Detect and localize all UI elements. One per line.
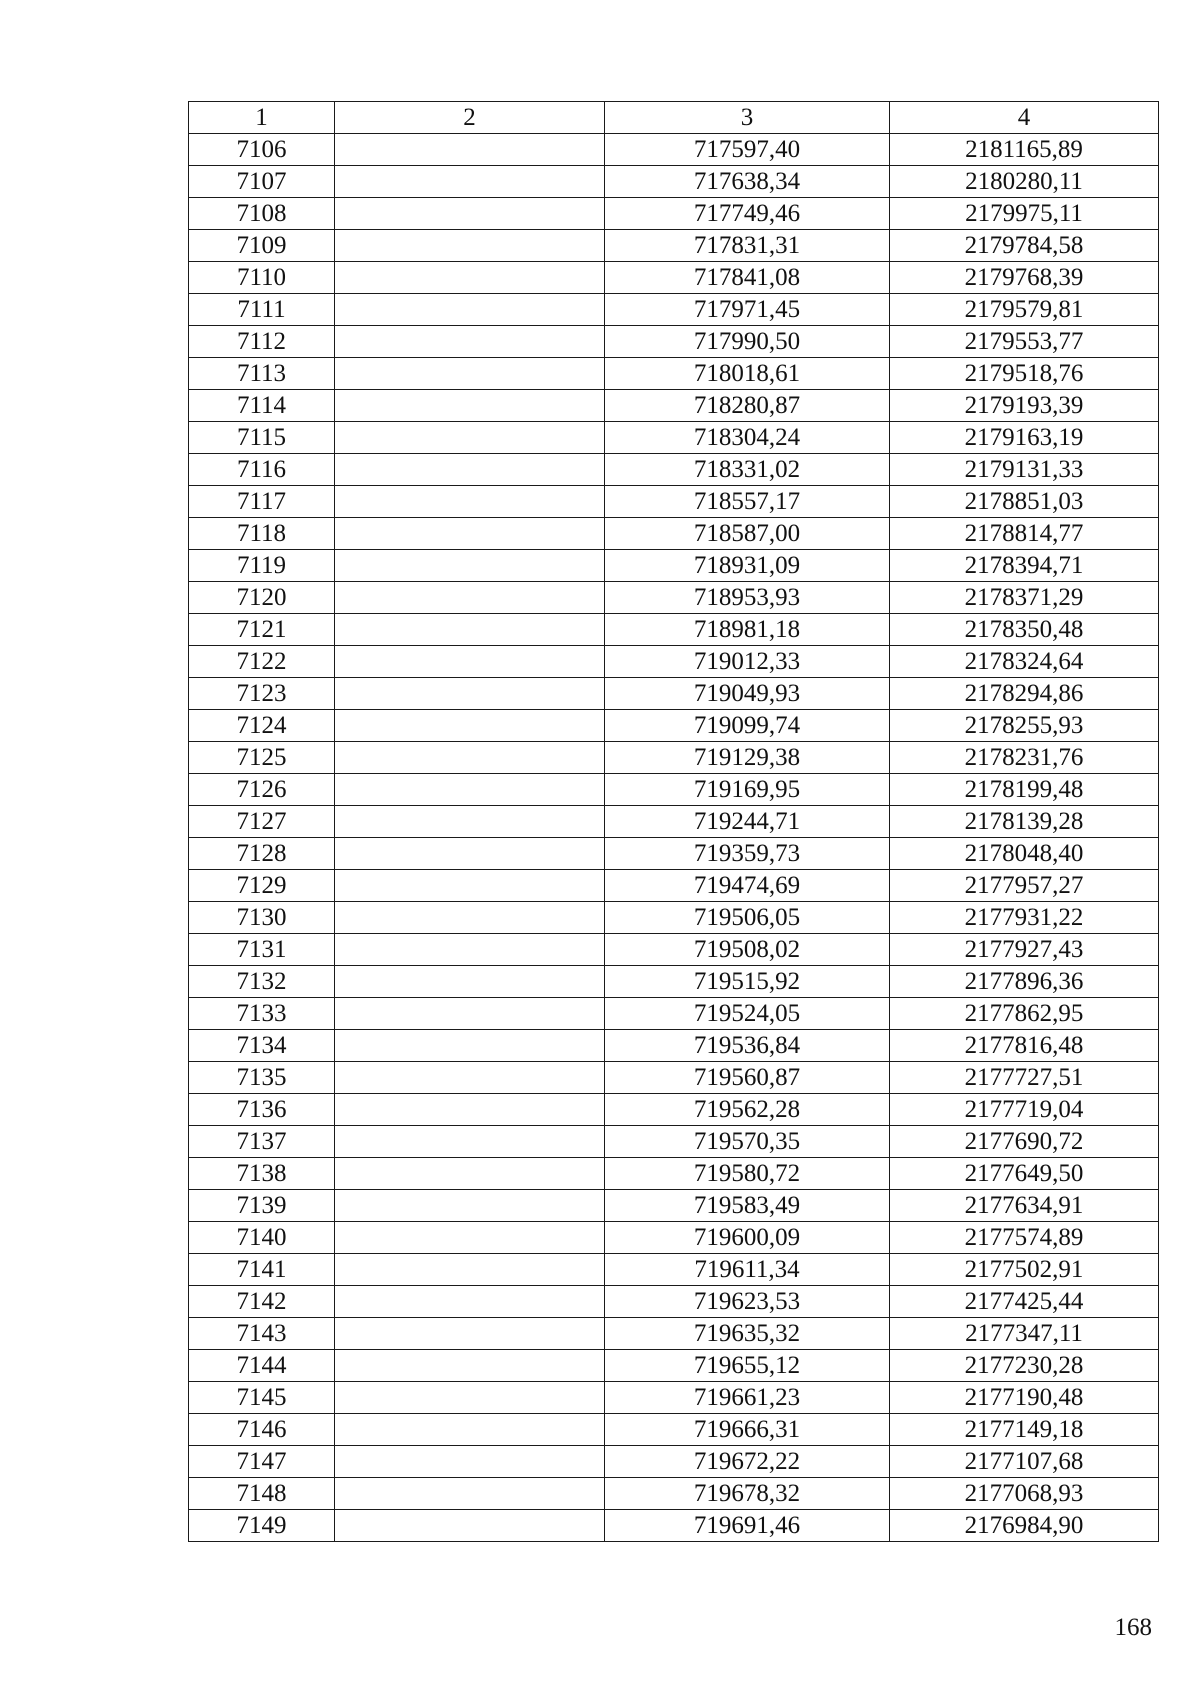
description-cell <box>335 550 605 582</box>
table-row <box>189 198 1159 230</box>
point-number-cell: 7114 <box>189 390 335 422</box>
description-cell <box>335 614 605 646</box>
x-coordinate-cell: 719655,12 <box>605 1350 890 1382</box>
table-row <box>189 1094 1159 1126</box>
x-coordinate-cell: 718557,17 <box>605 486 890 518</box>
x-coordinate-cell: 719678,32 <box>605 1478 890 1510</box>
x-coordinate-cell: 719515,92 <box>605 966 890 998</box>
point-number-cell: 7118 <box>189 518 335 550</box>
description-cell <box>335 902 605 934</box>
x-coordinate-cell: 719666,31 <box>605 1414 890 1446</box>
y-coordinate-cell: 2178350,48 <box>890 614 1159 646</box>
description-cell <box>335 582 605 614</box>
x-coordinate-cell: 719672,22 <box>605 1446 890 1478</box>
table-row <box>189 1414 1159 1446</box>
x-coordinate-cell: 719012,33 <box>605 646 890 678</box>
point-number-cell: 7140 <box>189 1222 335 1254</box>
column-header-2: 2 <box>335 102 605 134</box>
y-coordinate-cell: 2177574,89 <box>890 1222 1159 1254</box>
x-coordinate-cell: 719244,71 <box>605 806 890 838</box>
point-number-cell: 7143 <box>189 1318 335 1350</box>
y-coordinate-cell: 2177927,43 <box>890 934 1159 966</box>
table-row <box>189 1510 1159 1542</box>
y-coordinate-cell: 2177649,50 <box>890 1158 1159 1190</box>
point-number-cell: 7131 <box>189 934 335 966</box>
x-coordinate-cell: 719474,69 <box>605 870 890 902</box>
point-number-cell: 7135 <box>189 1062 335 1094</box>
point-number-cell: 7141 <box>189 1254 335 1286</box>
table-row <box>189 550 1159 582</box>
y-coordinate-cell: 2177347,11 <box>890 1318 1159 1350</box>
point-number-cell: 7116 <box>189 454 335 486</box>
x-coordinate-cell: 719600,09 <box>605 1222 890 1254</box>
description-cell <box>335 1222 605 1254</box>
x-coordinate-cell: 719623,53 <box>605 1286 890 1318</box>
y-coordinate-cell: 2179768,39 <box>890 262 1159 294</box>
description-cell <box>335 1126 605 1158</box>
point-number-cell: 7125 <box>189 742 335 774</box>
description-cell <box>335 1286 605 1318</box>
y-coordinate-cell: 2177068,93 <box>890 1478 1159 1510</box>
y-coordinate-cell: 2178255,93 <box>890 710 1159 742</box>
x-coordinate-cell: 718280,87 <box>605 390 890 422</box>
x-coordinate-cell: 719524,05 <box>605 998 890 1030</box>
table-row <box>189 1350 1159 1382</box>
point-number-cell: 7119 <box>189 550 335 582</box>
point-number-cell: 7111 <box>189 294 335 326</box>
y-coordinate-cell: 2179131,33 <box>890 454 1159 486</box>
point-number-cell: 7137 <box>189 1126 335 1158</box>
point-number-cell: 7127 <box>189 806 335 838</box>
point-number-cell: 7134 <box>189 1030 335 1062</box>
description-cell <box>335 1414 605 1446</box>
x-coordinate-cell: 717597,40 <box>605 134 890 166</box>
table-row <box>189 1062 1159 1094</box>
table-row <box>189 838 1159 870</box>
table-row <box>189 998 1159 1030</box>
x-coordinate-cell: 718981,18 <box>605 614 890 646</box>
table-row <box>189 806 1159 838</box>
y-coordinate-cell: 2181165,89 <box>890 134 1159 166</box>
description-cell <box>335 1446 605 1478</box>
description-cell <box>335 806 605 838</box>
x-coordinate-cell: 719359,73 <box>605 838 890 870</box>
x-coordinate-cell: 719049,93 <box>605 678 890 710</box>
description-cell <box>335 1382 605 1414</box>
point-number-cell: 7128 <box>189 838 335 870</box>
point-number-cell: 7113 <box>189 358 335 390</box>
point-number-cell: 7149 <box>189 1510 335 1542</box>
x-coordinate-cell: 717990,50 <box>605 326 890 358</box>
description-cell <box>335 998 605 1030</box>
y-coordinate-cell: 2177502,91 <box>890 1254 1159 1286</box>
point-number-cell: 7133 <box>189 998 335 1030</box>
x-coordinate-cell: 719129,38 <box>605 742 890 774</box>
point-number-cell: 7132 <box>189 966 335 998</box>
y-coordinate-cell: 2178199,48 <box>890 774 1159 806</box>
x-coordinate-cell: 717841,08 <box>605 262 890 294</box>
x-coordinate-cell: 718953,93 <box>605 582 890 614</box>
description-cell <box>335 1478 605 1510</box>
page-number: 168 <box>1114 1614 1152 1641</box>
table-row <box>189 326 1159 358</box>
y-coordinate-cell: 2176984,90 <box>890 1510 1159 1542</box>
table-row <box>189 678 1159 710</box>
table-row <box>189 1222 1159 1254</box>
table-row <box>189 870 1159 902</box>
table-row <box>189 422 1159 454</box>
x-coordinate-cell: 719580,72 <box>605 1158 890 1190</box>
x-coordinate-cell: 717971,45 <box>605 294 890 326</box>
y-coordinate-cell: 2177957,27 <box>890 870 1159 902</box>
table-row <box>189 614 1159 646</box>
description-cell <box>335 966 605 998</box>
y-coordinate-cell: 2178394,71 <box>890 550 1159 582</box>
point-number-cell: 7123 <box>189 678 335 710</box>
y-coordinate-cell: 2179553,77 <box>890 326 1159 358</box>
description-cell <box>335 422 605 454</box>
point-number-cell: 7145 <box>189 1382 335 1414</box>
y-coordinate-cell: 2177816,48 <box>890 1030 1159 1062</box>
description-cell <box>335 166 605 198</box>
coordinates-table <box>188 101 1159 1542</box>
y-coordinate-cell: 2179975,11 <box>890 198 1159 230</box>
column-header-3: 3 <box>605 102 890 134</box>
table-row <box>189 1286 1159 1318</box>
description-cell <box>335 1030 605 1062</box>
description-cell <box>335 1254 605 1286</box>
table-row <box>189 582 1159 614</box>
description-cell <box>335 262 605 294</box>
table-row <box>189 646 1159 678</box>
description-cell <box>335 934 605 966</box>
point-number-cell: 7138 <box>189 1158 335 1190</box>
x-coordinate-cell: 719099,74 <box>605 710 890 742</box>
description-cell <box>335 870 605 902</box>
y-coordinate-cell: 2178324,64 <box>890 646 1159 678</box>
point-number-cell: 7108 <box>189 198 335 230</box>
x-coordinate-cell: 719583,49 <box>605 1190 890 1222</box>
point-number-cell: 7110 <box>189 262 335 294</box>
description-cell <box>335 486 605 518</box>
description-cell <box>335 678 605 710</box>
y-coordinate-cell: 2177727,51 <box>890 1062 1159 1094</box>
y-coordinate-cell: 2178851,03 <box>890 486 1159 518</box>
table-row <box>189 134 1159 166</box>
x-coordinate-cell: 717831,31 <box>605 230 890 262</box>
table-row <box>189 294 1159 326</box>
x-coordinate-cell: 719508,02 <box>605 934 890 966</box>
table-row <box>189 390 1159 422</box>
point-number-cell: 7129 <box>189 870 335 902</box>
table-row <box>189 518 1159 550</box>
table-row <box>189 1254 1159 1286</box>
y-coordinate-cell: 2178294,86 <box>890 678 1159 710</box>
y-coordinate-cell: 2177230,28 <box>890 1350 1159 1382</box>
table-row <box>189 902 1159 934</box>
point-number-cell: 7117 <box>189 486 335 518</box>
description-cell <box>335 294 605 326</box>
x-coordinate-cell: 719536,84 <box>605 1030 890 1062</box>
table-row <box>189 358 1159 390</box>
point-number-cell: 7146 <box>189 1414 335 1446</box>
x-coordinate-cell: 719570,35 <box>605 1126 890 1158</box>
point-number-cell: 7112 <box>189 326 335 358</box>
point-number-cell: 7147 <box>189 1446 335 1478</box>
x-coordinate-cell: 719560,87 <box>605 1062 890 1094</box>
x-coordinate-cell: 719611,34 <box>605 1254 890 1286</box>
table-row <box>189 454 1159 486</box>
y-coordinate-cell: 2178139,28 <box>890 806 1159 838</box>
y-coordinate-cell: 2180280,11 <box>890 166 1159 198</box>
table-row <box>189 710 1159 742</box>
description-cell <box>335 1350 605 1382</box>
table-row <box>189 1318 1159 1350</box>
point-number-cell: 7148 <box>189 1478 335 1510</box>
table-row <box>189 966 1159 998</box>
x-coordinate-cell: 719506,05 <box>605 902 890 934</box>
y-coordinate-cell: 2177719,04 <box>890 1094 1159 1126</box>
y-coordinate-cell: 2179193,39 <box>890 390 1159 422</box>
description-cell <box>335 390 605 422</box>
point-number-cell: 7106 <box>189 134 335 166</box>
y-coordinate-cell: 2179579,81 <box>890 294 1159 326</box>
description-cell <box>335 710 605 742</box>
x-coordinate-cell: 718931,09 <box>605 550 890 582</box>
table-row <box>189 230 1159 262</box>
y-coordinate-cell: 2178048,40 <box>890 838 1159 870</box>
table-row <box>189 1382 1159 1414</box>
x-coordinate-cell: 719691,46 <box>605 1510 890 1542</box>
point-number-cell: 7122 <box>189 646 335 678</box>
description-cell <box>335 1510 605 1542</box>
point-number-cell: 7142 <box>189 1286 335 1318</box>
y-coordinate-cell: 2179518,76 <box>890 358 1159 390</box>
table-row <box>189 934 1159 966</box>
point-number-cell: 7121 <box>189 614 335 646</box>
description-cell <box>335 230 605 262</box>
table-row <box>189 262 1159 294</box>
table-header-row <box>189 102 1159 134</box>
table-row <box>189 166 1159 198</box>
x-coordinate-cell: 718331,02 <box>605 454 890 486</box>
point-number-cell: 7109 <box>189 230 335 262</box>
y-coordinate-cell: 2177862,95 <box>890 998 1159 1030</box>
x-coordinate-cell: 718587,00 <box>605 518 890 550</box>
x-coordinate-cell: 718018,61 <box>605 358 890 390</box>
y-coordinate-cell: 2178231,76 <box>890 742 1159 774</box>
table-row <box>189 1126 1159 1158</box>
table-row <box>189 1446 1159 1478</box>
table-row <box>189 486 1159 518</box>
description-cell <box>335 326 605 358</box>
description-cell <box>335 838 605 870</box>
y-coordinate-cell: 2177690,72 <box>890 1126 1159 1158</box>
x-coordinate-cell: 719562,28 <box>605 1094 890 1126</box>
y-coordinate-cell: 2179163,19 <box>890 422 1159 454</box>
description-cell <box>335 1318 605 1350</box>
y-coordinate-cell: 2177896,36 <box>890 966 1159 998</box>
table-row <box>189 742 1159 774</box>
description-cell <box>335 518 605 550</box>
table-row <box>189 1158 1159 1190</box>
point-number-cell: 7107 <box>189 166 335 198</box>
y-coordinate-cell: 2178814,77 <box>890 518 1159 550</box>
point-number-cell: 7124 <box>189 710 335 742</box>
x-coordinate-cell: 719635,32 <box>605 1318 890 1350</box>
y-coordinate-cell: 2178371,29 <box>890 582 1159 614</box>
y-coordinate-cell: 2179784,58 <box>890 230 1159 262</box>
description-cell <box>335 134 605 166</box>
y-coordinate-cell: 2177634,91 <box>890 1190 1159 1222</box>
description-cell <box>335 1094 605 1126</box>
y-coordinate-cell: 2177425,44 <box>890 1286 1159 1318</box>
table-row <box>189 1190 1159 1222</box>
x-coordinate-cell: 717749,46 <box>605 198 890 230</box>
point-number-cell: 7120 <box>189 582 335 614</box>
description-cell <box>335 1158 605 1190</box>
point-number-cell: 7144 <box>189 1350 335 1382</box>
point-number-cell: 7130 <box>189 902 335 934</box>
point-number-cell: 7139 <box>189 1190 335 1222</box>
table-body <box>189 134 1159 1542</box>
description-cell <box>335 1062 605 1094</box>
point-number-cell: 7126 <box>189 774 335 806</box>
y-coordinate-cell: 2177931,22 <box>890 902 1159 934</box>
description-cell <box>335 1190 605 1222</box>
description-cell <box>335 454 605 486</box>
y-coordinate-cell: 2177149,18 <box>890 1414 1159 1446</box>
x-coordinate-cell: 719169,95 <box>605 774 890 806</box>
point-number-cell: 7136 <box>189 1094 335 1126</box>
description-cell <box>335 774 605 806</box>
description-cell <box>335 358 605 390</box>
table-row <box>189 1030 1159 1062</box>
x-coordinate-cell: 718304,24 <box>605 422 890 454</box>
description-cell <box>335 646 605 678</box>
description-cell <box>335 742 605 774</box>
description-cell <box>335 198 605 230</box>
y-coordinate-cell: 2177190,48 <box>890 1382 1159 1414</box>
table-row <box>189 1478 1159 1510</box>
x-coordinate-cell: 719661,23 <box>605 1382 890 1414</box>
column-header-1: 1 <box>189 102 335 134</box>
point-number-cell: 7115 <box>189 422 335 454</box>
table-row <box>189 774 1159 806</box>
x-coordinate-cell: 717638,34 <box>605 166 890 198</box>
column-header-4: 4 <box>890 102 1159 134</box>
y-coordinate-cell: 2177107,68 <box>890 1446 1159 1478</box>
